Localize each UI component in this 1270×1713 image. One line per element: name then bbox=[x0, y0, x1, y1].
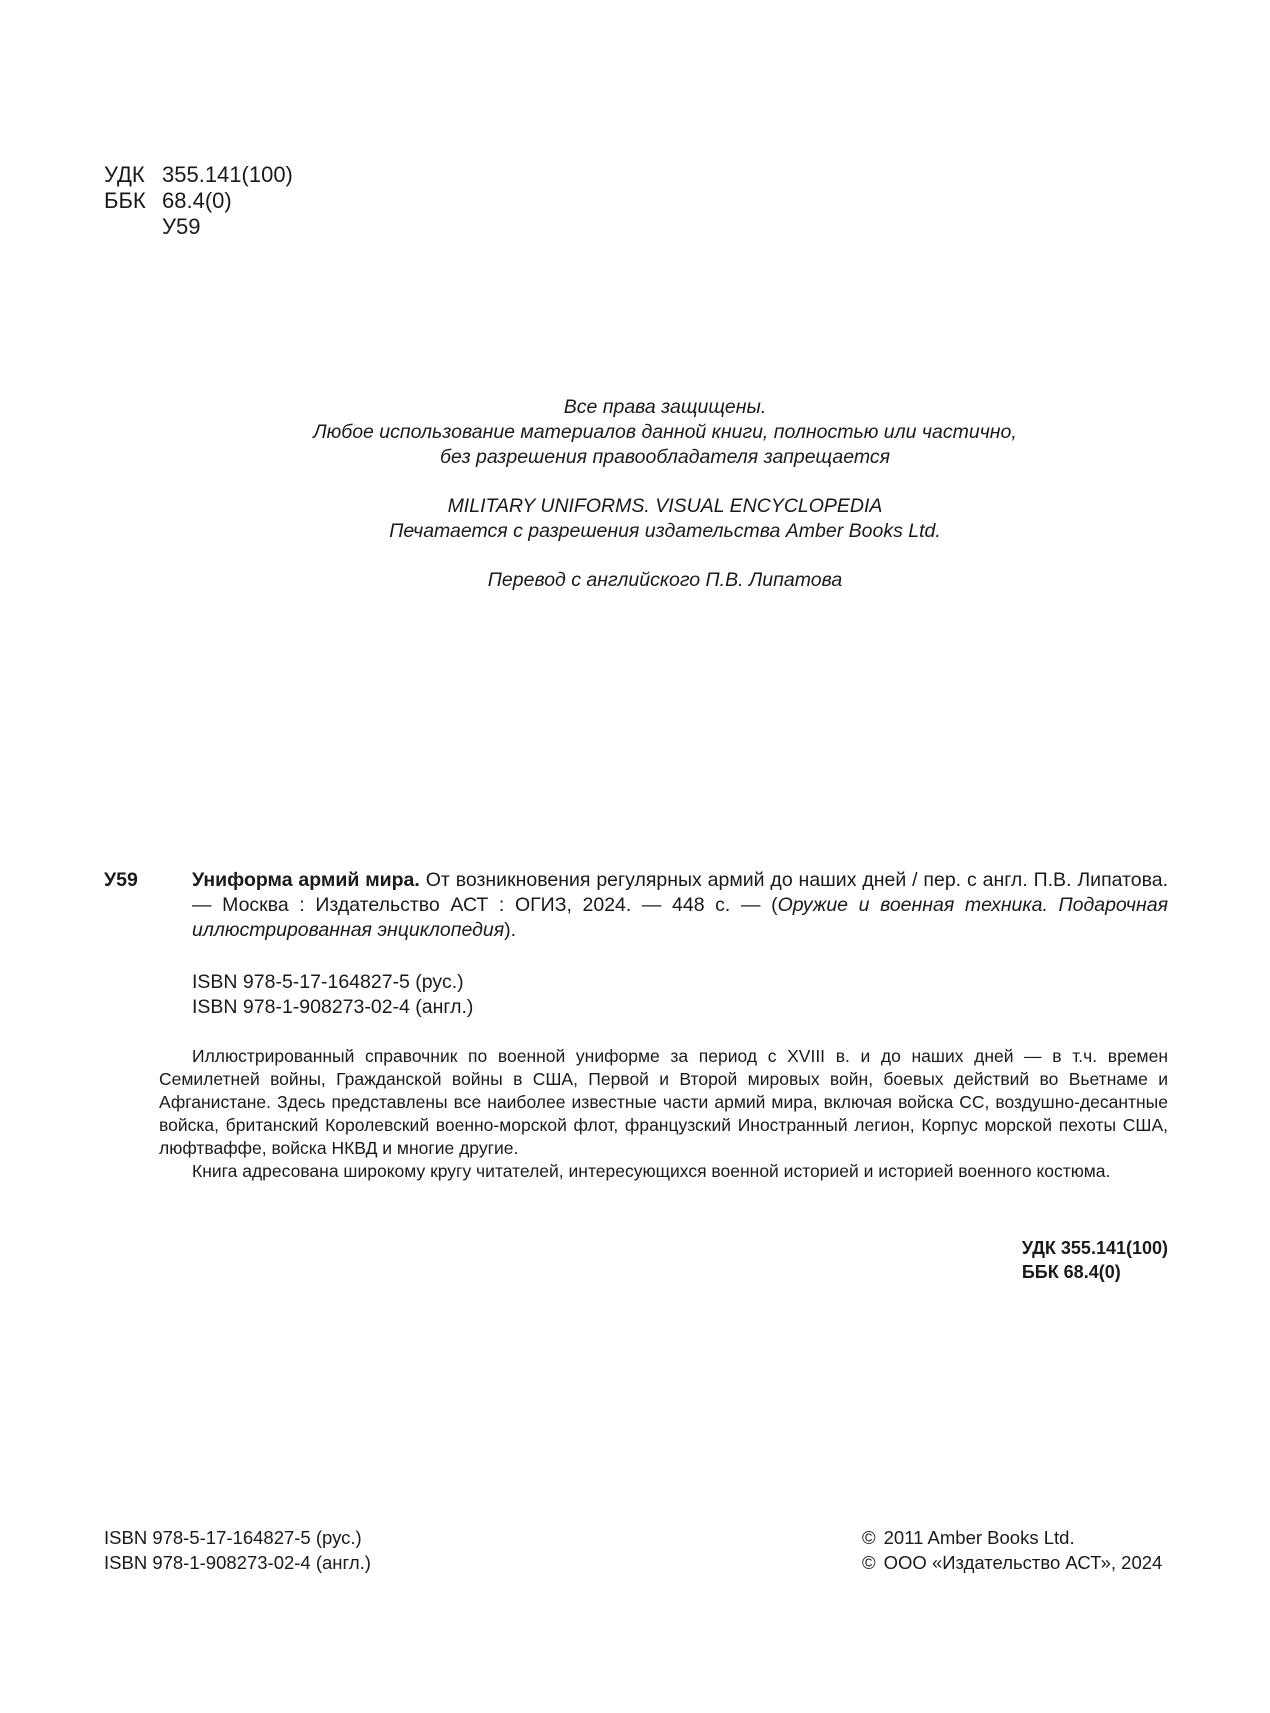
book-description: От возникновения регулярных армий до наших дней / пер. с англ. П.В. Липатова. — Москва : Издательство АСТ : ОГИЗ, 2024. — 448 с. — ( bbox=[192, 869, 1169, 916]
annotation-paragraph-2: Книга адресована широкому кругу читателей, интересующихся военной историей и историей военного костюма. bbox=[192, 1161, 1111, 1181]
copyright-text-1: 2011 Amber Books Ltd. bbox=[883, 1527, 1075, 1548]
isbn-rus: ISBN 978-5-17-164827-5 (рус.) bbox=[192, 971, 464, 993]
isbn-list bbox=[192, 970, 473, 1020]
udk-label: УДК bbox=[104, 162, 145, 187]
isbn-bottom-rus: ISBN 978-5-17-164827-5 (рус.) bbox=[104, 1527, 362, 1548]
book-title: Униформа армий мира. bbox=[192, 869, 420, 891]
rights-line-1: Все права защищены. bbox=[563, 396, 767, 418]
bbk-label: ББК bbox=[104, 188, 146, 213]
udk-value: 355.141(100) bbox=[162, 162, 293, 187]
author-mark-row bbox=[104, 214, 293, 240]
udk-footer bbox=[1022, 1236, 1168, 1284]
series-title: Оружие и военная техника. Подарочная иллюстрированная энциклопедия bbox=[192, 894, 1168, 941]
copyright-block bbox=[862, 1525, 1162, 1575]
copyright-line-2 bbox=[862, 1550, 1162, 1575]
bbk-row bbox=[104, 188, 293, 214]
original-title: MILITARY UNIFORMS. VISUAL ENCYCLOPEDIA bbox=[447, 495, 883, 517]
classification-block bbox=[104, 162, 293, 240]
annotation-paragraph-1: Иллюстрированный справочник по военной униформе за период с XVIII в. и до наших дней — в т.ч. времен Семилетней войны, Гражданской войны в США, Первой и Второй мировых войн, боевых действий во Вьетнаме и Афганистане. Здесь представлены все наиболее известные части армий мира, включая войска СС, воздушно-десантные войска, британский Королевский военно-морской флот, французский Иностранный легион, Корпус морской пехоты США, люфтваффе, войска НКВД и многие другие. bbox=[159, 1046, 1168, 1158]
isbn-bottom-eng: ISBN 978-1-908273-02-4 (англ.) bbox=[104, 1552, 371, 1573]
rights-notice bbox=[200, 395, 1130, 593]
permission-note: Печатается с разрешения издательства Amber Books Ltd. bbox=[389, 520, 941, 542]
copyright-text-2: ООО «Издательство АСТ», 2024 bbox=[883, 1552, 1163, 1573]
bibliographic-entry bbox=[104, 868, 1168, 943]
udk-row bbox=[104, 162, 293, 188]
rights-line-2: Любое использование материалов данной книги, полностью или частично, bbox=[313, 421, 1017, 443]
udk-footer-udk: УДК 355.141(100) bbox=[1021, 1238, 1168, 1258]
copyright-symbol: © bbox=[862, 1527, 876, 1548]
entry-code: У59 bbox=[104, 869, 138, 891]
author-mark: У59 bbox=[162, 214, 201, 239]
entry-closing: ). bbox=[504, 919, 517, 941]
rights-line-3: без разрешения правообладателя запрещается bbox=[439, 446, 891, 468]
copyright-symbol: © bbox=[862, 1552, 876, 1573]
udk-footer-bbk: ББК 68.4(0) bbox=[1021, 1262, 1121, 1282]
bbk-value: 68.4(0) bbox=[162, 188, 232, 213]
entry-body bbox=[192, 868, 1168, 943]
annotation bbox=[159, 1045, 1168, 1183]
isbn-eng: ISBN 978-1-908273-02-4 (англ.) bbox=[192, 996, 474, 1018]
copyright-line-1 bbox=[862, 1525, 1162, 1550]
translation-note: Перевод с английского П.В. Липатова bbox=[487, 569, 843, 591]
isbn-bottom bbox=[104, 1525, 371, 1575]
